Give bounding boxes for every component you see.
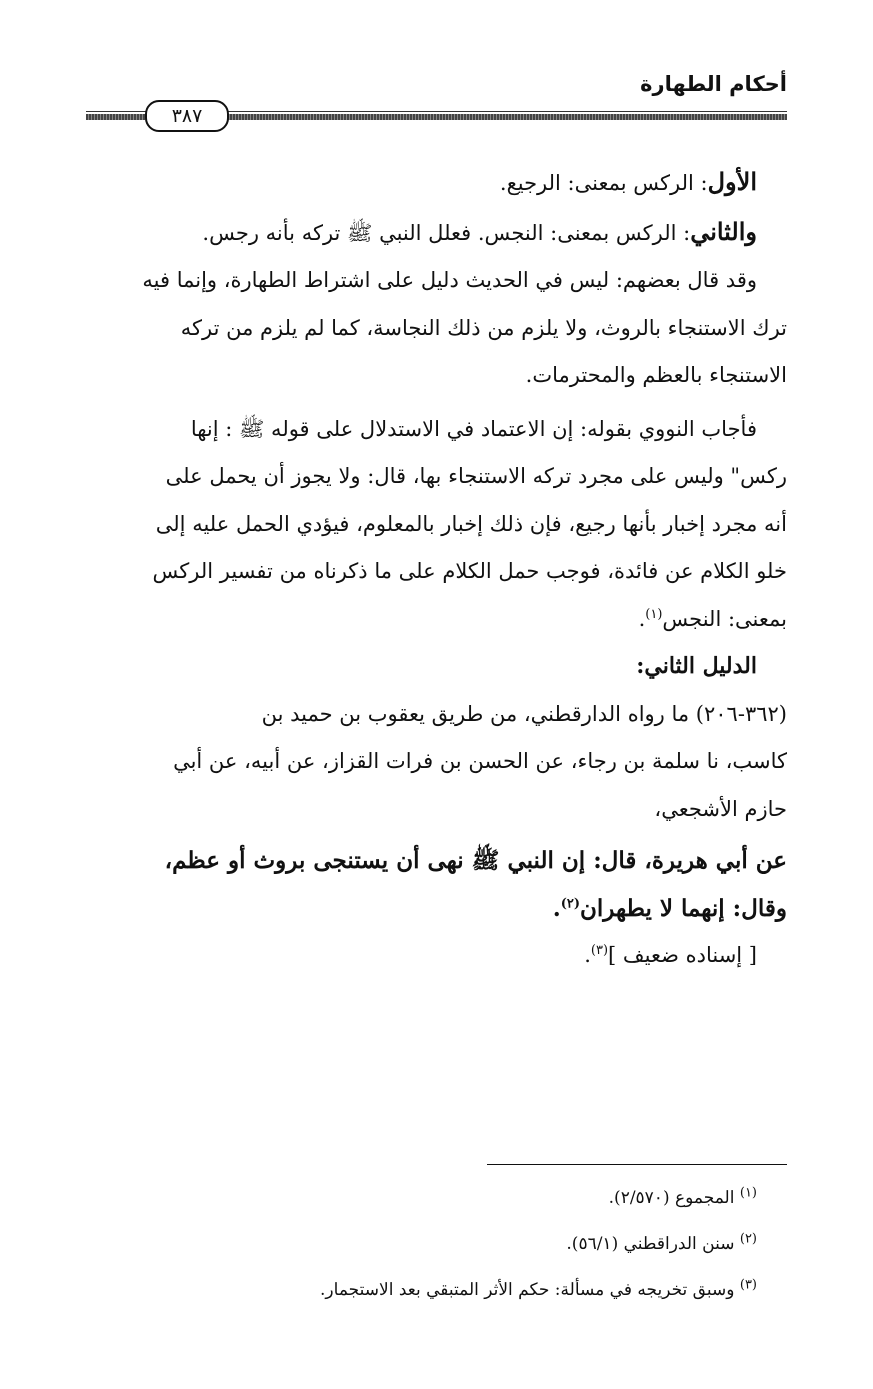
text-second: : الركس بمعنى: النجس. فعلل النبي ﷺ تركه بأنه رجس. — [202, 220, 691, 245]
footnote-text: وسبق تخريجه في مسألة: حكم الأثر المتبقي بعد الاستجمار. — [320, 1280, 735, 1300]
paragraph-nawawi-line: أنه مجرد إخبار بأنها رجيع، فإن ذلك إخبار بالمعلوم، فيؤدي الحمل عليه إلى — [155, 511, 787, 536]
page-number: ٣٨٧ — [145, 100, 229, 132]
running-header-title: أحكام الطهارة — [640, 72, 787, 96]
paragraph-first-meaning — [86, 158, 787, 208]
hadith-last-text: وقال: إنهما لا يطهران — [580, 894, 787, 922]
paragraph-objection-line: الاستنجاء بالعظم والمحترمات. — [525, 363, 787, 387]
footnote-ref-1[interactable]: (١) — [645, 606, 663, 622]
paragraph-narration-line: كاسب، نا سلمة بن رجاء، عن الحسن بن فرات القزاز، عن أبيه، عن أبي — [173, 749, 787, 773]
hadith-end: . — [552, 894, 561, 922]
footnote-text: المجموع (٢/٥٧٠). — [608, 1188, 735, 1208]
grade-text: [ إسناده ضعيف ] — [608, 943, 757, 967]
hadith-text-line: عن أبي هريرة، قال: إن النبي ﷺ نهى أن يستنجى بروث أو عظم، — [164, 847, 787, 874]
footnote-ref-2[interactable]: (٢) — [560, 895, 580, 911]
label-second: والثاني — [690, 216, 757, 246]
footnote-number: (٣) — [739, 1277, 757, 1293]
paragraph-nawawi-line: فأجاب النووي بقوله: إن الاعتماد في الاستدلال على قوله ﷺ : إنها — [190, 416, 757, 441]
paragraph-narration-line: (٣٦٢-٢٠٦) ما رواه الدارقطني، من طريق يعقوب بن حميد بن — [261, 701, 787, 726]
footnote-number: (١) — [739, 1185, 757, 1201]
grade-end: . — [584, 943, 591, 967]
text-first: : الركس بمعنى: الرجيع. — [499, 171, 708, 195]
hadith-text-line-last — [86, 885, 787, 933]
paragraph-objection-line: وقد قال بعضهم: ليس في الحديث دليل على اشتراط الطهارة، وإنما فيه — [142, 268, 757, 292]
paragraph-nawawi-line: ركس" وليس على مجرد تركه الاستنجاء بها، قال: ولا يجوز أن يحمل على — [165, 464, 787, 488]
section-heading-second-evidence: الدليل الثاني: — [636, 653, 757, 679]
footnote-ref-3[interactable]: (٣) — [590, 943, 609, 958]
nawawi-last-text: بمعنى: النجس — [662, 606, 787, 631]
label-first: الأول — [707, 167, 757, 196]
paragraph-objection-line: ترك الاستنجاء بالروث، ولا يلزم من ذلك النجاسة، كما لم يلزم من تركه — [180, 315, 787, 340]
paragraph-narration-line: حازم الأشجعي، — [654, 796, 787, 821]
paragraph-nawawi-line: خلو الكلام عن فائدة، فوجب حمل الكلام على ما ذكرناه من تفسير الركس — [152, 559, 787, 583]
hadith-grade — [86, 932, 787, 980]
footnote-1 — [86, 1175, 757, 1221]
body-text — [86, 158, 787, 980]
paragraph-nawawi-line-last — [86, 596, 787, 644]
footnote-number: (٢) — [739, 1231, 757, 1247]
footnote-3 — [86, 1267, 757, 1313]
footnote-separator — [487, 1164, 787, 1165]
footnote-2 — [86, 1221, 757, 1267]
paragraph-second-meaning — [86, 208, 787, 258]
footnote-text: سنن الدراقطني (٥٦/١). — [566, 1234, 735, 1254]
footnotes — [86, 1175, 757, 1313]
nawawi-end: . — [638, 606, 646, 631]
